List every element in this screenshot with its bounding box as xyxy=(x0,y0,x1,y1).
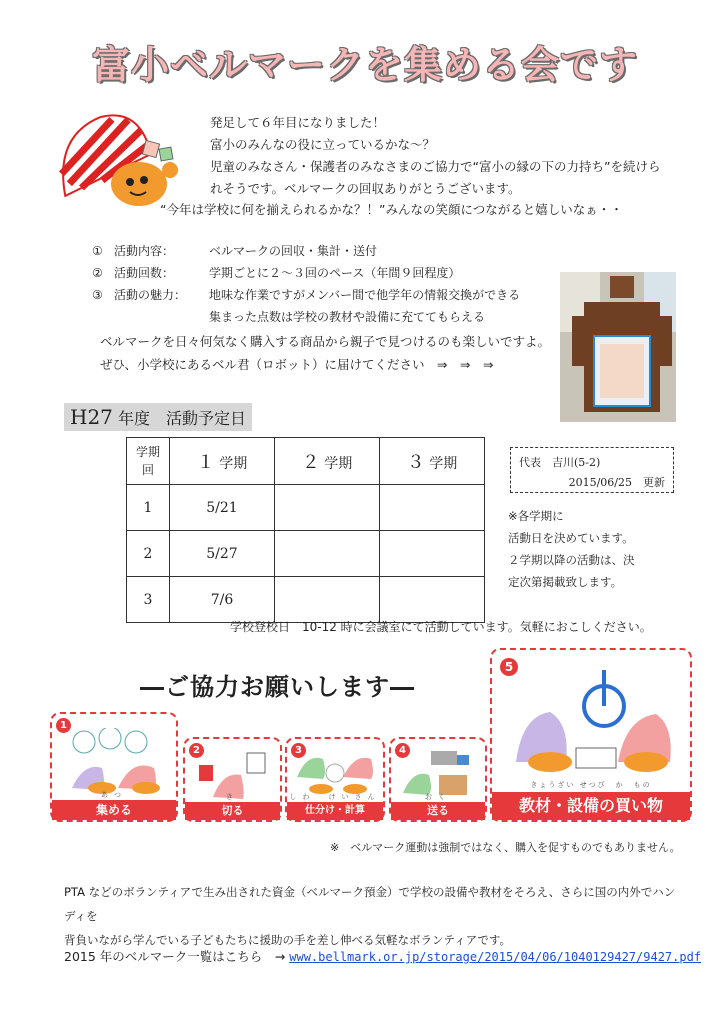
table-row xyxy=(127,531,485,577)
intro-line: 富小のみんなの役に立っているかな～？ xyxy=(210,137,436,152)
table-cell xyxy=(275,577,380,623)
table-cell xyxy=(380,577,485,623)
term-header xyxy=(275,438,380,485)
bell-robot-photo xyxy=(560,272,676,422)
step-label: 送る xyxy=(391,802,485,820)
link-label: 2015 年のベルマーク一覧はこちら → xyxy=(64,949,286,964)
step-label: 教材・設備の買い物 xyxy=(492,792,690,820)
activity-label: 活動内容： xyxy=(114,244,175,258)
handwritten-message xyxy=(100,330,560,376)
handwritten-line: ぜひ、小学校にあるベル君（ロボット）に届けてください ⇒ ⇒ ⇒ xyxy=(100,357,494,372)
table-cell xyxy=(380,485,485,531)
activity-number: ② xyxy=(92,266,103,280)
activity-item xyxy=(92,262,562,284)
intro-line: 児童のみなさん・保護者のみなさまのご協力で“富小の縁の下の力持ち”を続けら xyxy=(210,159,661,174)
step-card-collect xyxy=(50,712,178,822)
table-row xyxy=(127,485,485,531)
collect-illustration xyxy=(62,728,166,794)
step-number: 1 xyxy=(56,718,71,733)
table-header-row xyxy=(127,438,485,485)
term-header xyxy=(170,438,275,485)
step-ruby: き xyxy=(226,793,239,801)
disclaimer: ※ ベルマーク運動は強制ではなく、購入を促すものでもありません。 xyxy=(330,841,681,854)
representative-name: 代表 吉川(5-2) xyxy=(519,456,601,469)
note-line: 活動日を決めています。 xyxy=(508,531,634,545)
step-ruby: あつ xyxy=(101,791,127,799)
corner-bottom: 回 xyxy=(141,463,154,477)
table-row xyxy=(127,577,485,623)
schedule-note xyxy=(508,505,688,593)
hermit-crab-mascot xyxy=(44,112,184,212)
table-cell: 5/21 xyxy=(170,485,275,531)
purchase-illustration xyxy=(506,666,676,776)
step-label: 集める xyxy=(52,800,176,820)
step-card-cut xyxy=(183,737,282,822)
note-line: ※各学期に xyxy=(508,509,564,523)
intro-line: れそうです。ベルマークの回収ありがとうございます。 xyxy=(210,181,521,196)
representative-box xyxy=(510,447,674,493)
activity-number: ③ xyxy=(92,288,103,302)
term-label: 学期 xyxy=(324,456,353,472)
table-cell: 5/27 xyxy=(170,531,275,577)
schedule-heading-text: 年度 活動予定日 xyxy=(117,409,246,428)
step-number: 2 xyxy=(189,743,204,758)
term-number: ２ xyxy=(301,452,320,473)
school-day-note: 学校登校日 10-12 時に会議室にて活動しています。気軽におこしください。 xyxy=(230,620,652,634)
step-number: 3 xyxy=(291,743,306,758)
activity-list xyxy=(92,240,562,328)
row-number: 2 xyxy=(127,531,170,577)
activity-label: 活動の魅力： xyxy=(114,288,187,302)
activity-extra: 集まった点数は学校の教材や設備に充ててもらえる xyxy=(209,310,486,324)
intro-text xyxy=(210,112,690,200)
update-date: 2015/06/25 更新 xyxy=(568,476,665,489)
step-ruby: おく xyxy=(425,793,451,801)
activity-number: ① xyxy=(92,244,103,258)
schedule-heading xyxy=(64,403,252,431)
step-label: 切る xyxy=(185,802,280,820)
row-number: 3 xyxy=(127,577,170,623)
step-ruby: きょうざい せつび か もの xyxy=(530,781,652,789)
pta-line: PTA などのボランティアで生み出された資金（ベルマーク預金）で学校の設備や教材をそろえ、さらに国の内外でハンディを xyxy=(64,885,676,923)
step-label: 仕分け・計算 xyxy=(287,802,383,820)
activity-text: ベルマークの回収・集計・送付 xyxy=(209,244,378,258)
schedule-table xyxy=(126,437,485,623)
row-number: 1 xyxy=(127,485,170,531)
intro-line: 発足して６年目になりました！ xyxy=(210,115,386,130)
activity-text: 地味な作業ですがメンバー間で他学年の情報交換ができる xyxy=(209,288,521,302)
step-number: 4 xyxy=(395,743,410,758)
term-label: 学期 xyxy=(219,456,248,472)
activity-text: 学期ごとに２～３回のペース（年間９回程度） xyxy=(209,266,461,280)
step-card-send xyxy=(389,737,487,822)
corner-top: 学期 xyxy=(135,445,160,459)
activity-label: 活動回数： xyxy=(114,266,175,280)
bellmark-list-link-row xyxy=(64,947,701,965)
page-title: 富小ベルマークを集める会です xyxy=(91,43,638,87)
activity-item xyxy=(92,284,562,306)
quote-line: “今年は学校に何を揃えられるかな？！”みんなの笑顔につながると嬉しいなぁ・・ xyxy=(160,202,623,217)
step-number: 5 xyxy=(500,658,518,676)
term-label: 学期 xyxy=(429,456,458,472)
term-number: １ xyxy=(196,452,215,473)
term-number: ３ xyxy=(406,452,425,473)
term-header xyxy=(380,438,485,485)
corner-cell xyxy=(127,438,170,485)
table-cell xyxy=(380,531,485,577)
table-cell: 7/6 xyxy=(170,577,275,623)
note-line: 定次第掲載致します。 xyxy=(508,575,623,589)
step-card-sort xyxy=(285,737,385,822)
step-card-purchase xyxy=(490,648,692,822)
schedule-year: H27 xyxy=(70,405,113,429)
note-line: ２学期以降の活動は、決 xyxy=(508,553,635,567)
handwritten-line: ベルマークを日々何気なく購入する商品から親子で見つけるのも楽しいですよ。 xyxy=(100,334,551,349)
table-cell xyxy=(275,531,380,577)
pta-description xyxy=(64,880,684,952)
activity-item xyxy=(92,240,562,262)
bellmark-list-link[interactable]: www.bellmark.or.jp/storage/2015/04/06/1040129427/9427.pdf xyxy=(289,950,702,964)
step-ruby: しわ けいさん xyxy=(289,793,381,801)
cooperation-heading: ―ご協力お願いします― xyxy=(140,673,415,701)
pta-line: 背負いながら学んでいる子どもたちに援助の手を差し伸べる気軽なボランティアです。 xyxy=(64,933,512,947)
table-cell xyxy=(275,485,380,531)
